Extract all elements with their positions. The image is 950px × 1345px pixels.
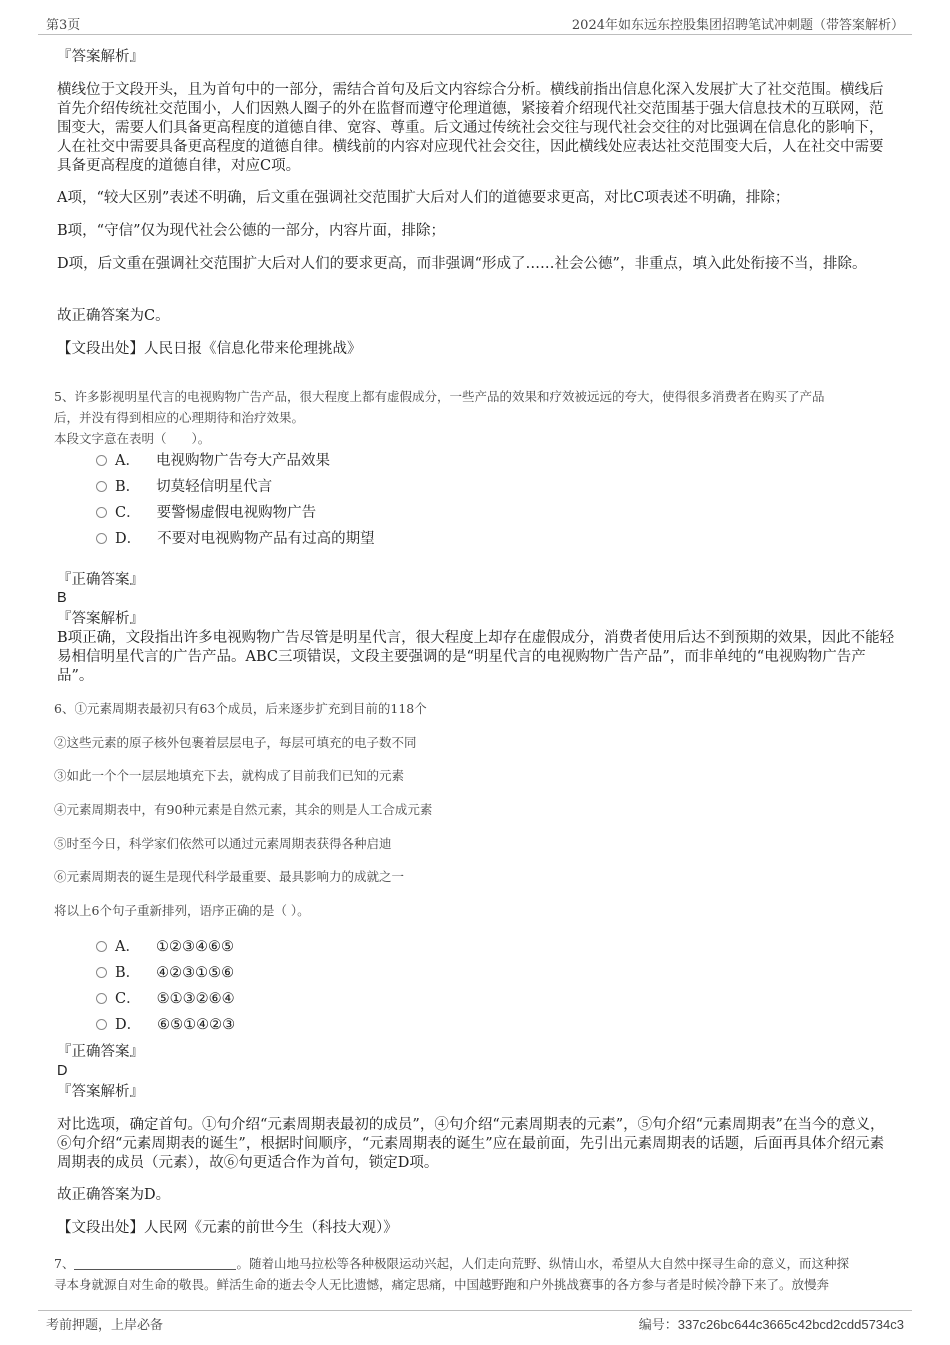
q5-stem-line3: 本段文字意在表明（ ）。 <box>54 431 211 446</box>
q4-analysis-label: 『答案解析』 <box>57 49 144 65</box>
radio-icon[interactable] <box>96 533 107 544</box>
document-code: 编号：337c26bc644c3665c42bcd2cdd5734c3 <box>638 1317 904 1333</box>
q6-answer: D <box>57 1063 68 1079</box>
q4-option-d-explanation: D项，后文重在强调社交范围扩大后对人们的要求更高，而非强调“形成了……社会公德”，非重点，填入此处衔接不当，排除。 <box>57 256 867 272</box>
q7-number: 7、 <box>54 1256 75 1271</box>
radio-icon[interactable] <box>96 1019 107 1030</box>
q7-blank <box>74 1256 236 1270</box>
q5-analysis-label: 『答案解析』 <box>57 611 144 627</box>
q5-option-a[interactable]: A． 电视购物广告夸大产品效果 <box>96 452 330 470</box>
radio-icon[interactable] <box>96 967 107 978</box>
radio-icon[interactable] <box>96 481 107 492</box>
q6-option-d[interactable]: D． ⑥⑤①④②③ <box>96 1016 235 1034</box>
q6-answer-label: 『正确答案』 <box>57 1044 144 1060</box>
radio-icon[interactable] <box>96 507 107 518</box>
radio-icon[interactable] <box>96 993 107 1004</box>
q6-sentence-6: ⑥元素周期表的诞生是现代科学最重要、最具影响力的成就之一 <box>54 869 405 884</box>
q6-sentence-5: ⑤时至今日，科学家们依然可以通过元素周期表获得各种启迪 <box>54 836 392 851</box>
q6-analysis-body: 对比选项，确定首句。①句介绍“元素周期表最初的成员”，④句介绍“元素周期表的元素”，⑤句介绍“元素周期表”在当今的意义，⑥句介绍“元素周期表的诞生”，根据时间顺序，“元素周期表的诞生”应在最前面，先引出元素周期表的话题，后面再具体介绍元素周期表的成员（元素），故⑥句更适合作为首句，锁定D项。 <box>57 1117 885 1171</box>
q6-analysis-label: 『答案解析』 <box>57 1084 144 1100</box>
q5-stem <box>54 386 894 449</box>
q7-line2: 寻本身就源自对生命的敬畏。鲜活生命的逝去令人无比遗憾，痛定思痛，中国越野跑和户外挑战赛事的各方参与者是时候冷静下来了。放慢奔 <box>54 1277 830 1292</box>
q6-option-a[interactable]: A． ①②③④⑥⑤ <box>96 938 234 956</box>
q5-stem-line2: 后，并没有得到相应的心理期待和治疗效果。 <box>54 410 305 425</box>
q6-source: 【文段出处】人民网《元素的前世今生（科技大观）》 <box>57 1220 398 1236</box>
q5-option-b[interactable]: B． 切莫轻信明星代言 <box>96 478 272 496</box>
q5-answer-label: 『正确答案』 <box>57 572 144 588</box>
q4-option-a-explanation: A项，“较大区别”表述不明确，后文重在强调社交范围扩大后对人们的道德要求更高，对比C项表述不明确，排除； <box>57 190 790 206</box>
q6-sentence-3: ③如此一个个一层层地填充下去，就构成了目前我们已知的元素 <box>54 768 405 783</box>
radio-icon[interactable] <box>96 941 107 952</box>
q4-option-b-explanation: B项，“守信”仅为现代社会公德的一部分，内容片面，排除； <box>57 223 445 239</box>
q5-analysis-body: B项正确，文段指出许多电视购物广告尽管是明星代言，很大程度上却存在虚假成分，消费者使用后达不到预期的效果，因此不能轻易相信明星代言的广告产品。ABC三项错误，文段主要强调的是“明星代言的电视购物广告产品”，而非单纯的“电视购物广告产品”。 <box>57 630 895 684</box>
q6-option-b[interactable]: B． ④②③①⑤⑥ <box>96 964 234 982</box>
q5-option-d[interactable]: D． 不要对电视购物产品有过高的期望 <box>96 530 375 548</box>
q5-stem-line1: 5、许多影视明星代言的电视购物广告产品，很大程度上都有虚假成分，一些产品的效果和疗效被远远的夸大，使得很多消费者在购买了产品 <box>54 389 825 404</box>
q6-sentence-2: ②这些元素的原子核外包裹着层层电子，每层可填充的电子数不同 <box>54 735 417 750</box>
q5-option-c[interactable]: C． 要警惕虚假电视购物广告 <box>96 504 316 522</box>
q7-line1: 。随着山地马拉松等各种极限运动兴起，人们走向荒野、纵情山水，希望从大自然中探寻生命的意义，而这种探 <box>236 1256 849 1271</box>
page-header <box>38 14 912 35</box>
q6-prompt: 将以上6个句子重新排列，语序正确的是（ ）。 <box>54 903 310 918</box>
q4-conclusion: 故正确答案为C。 <box>57 308 170 324</box>
q6-sentence-4: ④元素周期表中，有90种元素是自然元素，其余的则是人工合成元素 <box>54 802 433 817</box>
radio-icon[interactable] <box>96 455 107 466</box>
q7-stem <box>54 1253 894 1295</box>
q6-option-c[interactable]: C． ⑤①③②⑥④ <box>96 990 235 1008</box>
q4-analysis-body: 横线位于文段开头，且为首句中的一部分，需结合首句及后文内容综合分析。横线前指出信息化深入发展扩大了社交范围。横线后首先介绍传统社交范围小，人们因熟人圈子的外在监督而遵守伦理道德，紧接着介绍现代社交范围基于强大信息技术的互联网，范围变大，需要人们具备更高程度的道德自律、宽容、尊重。后文通过传统社会交往与现代社会交往的对比强调在信息化的影响下，人在社交中需要具备更高程度的道德自律。横线前的内容对应现代社会交往，因此横线处应表达社交范围变大后，人在社交中需要具备更高程度的道德自律，对应C项。 <box>57 82 884 174</box>
q6-conclusion: 故正确答案为D。 <box>57 1187 171 1203</box>
q5-answer: B <box>57 590 67 606</box>
page-number: 第3页 <box>46 18 81 33</box>
q6-sentence-1: 6、①元素周期表最初只有63个成员，后来逐步扩充到目前的118个 <box>54 701 427 716</box>
document-title: 2024年如东远东控股集团招聘笔试冲刺题（带答案解析） <box>571 18 904 33</box>
page-footer <box>38 1310 912 1331</box>
q4-source: 【文段出处】人民日报《信息化带来伦理挑战》 <box>57 341 362 357</box>
footer-slogan: 考前押题，上岸必备 <box>46 1318 164 1333</box>
